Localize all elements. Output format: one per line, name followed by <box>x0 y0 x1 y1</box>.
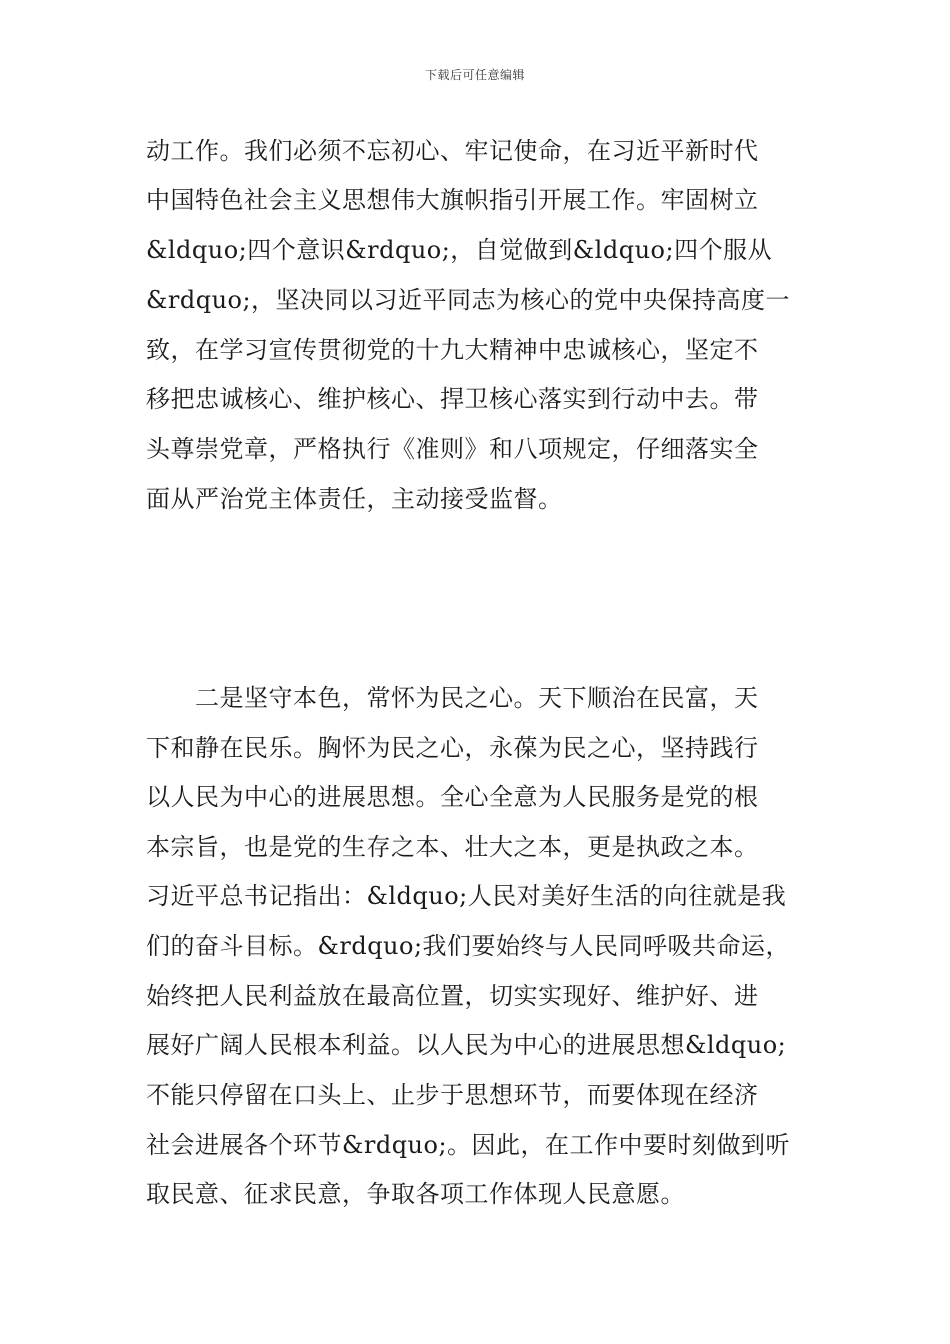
paragraph-2-line: 们的奋斗目标。&rdquo;我们要始终与人民同呼吸共命运， <box>146 932 791 960</box>
paragraph-1-line: 致，在学习宣传贯彻党的十九大精神中忠诚核心，坚定不 <box>146 336 759 364</box>
paragraph-1-line: 头尊崇党章，严格执行《准则》和八项规定，仔细落实全 <box>146 435 759 463</box>
paragraph-2-line: 社会进展各个环节&rdquo;。因此，在工作中要时刻做到听 <box>146 1131 791 1159</box>
paragraph-1-line: 面从严治党主体责任，主动接受监督。 <box>146 485 563 513</box>
paragraph-2-line: 下和静在民乐。胸怀为民之心，永葆为民之心，坚持践行 <box>146 734 759 762</box>
paragraph-2-line: 本宗旨，也是党的生存之本、壮大之本，更是执政之本。 <box>146 833 759 861</box>
paragraph-2-line: 以人民为中心的进展思想。全心全意为人民服务是党的根 <box>146 783 759 811</box>
paragraph-2-line: 取民意、征求民意，争取各项工作体现人民意愿。 <box>146 1180 685 1208</box>
paragraph-1-line: &ldquo;四个意识&rdquo;，自觉做到&ldquo;四个服从 <box>146 236 773 264</box>
paragraph-1-line: 移把忠诚核心、维护核心、捍卫核心落实到行动中去。带 <box>146 385 759 413</box>
paragraph-1-line: 中国特色社会主义思想伟大旗帜指引开展工作。牢固树立 <box>146 186 759 214</box>
paragraph-2-line: 始终把人民利益放在最高位置，切实实现好、维护好、进 <box>146 982 759 1010</box>
paragraph-1-line: 动工作。我们必须不忘初心、牢记使命，在习近平新时代 <box>146 137 759 165</box>
paragraph-1-line: &rdquo;，坚决同以习近平同志为核心的党中央保持高度一 <box>146 286 791 314</box>
page-header: 下载后可任意编辑 <box>424 68 525 82</box>
paragraph-2-line: 二是坚守本色，常怀为民之心。天下顺治在民富，天 <box>195 684 759 712</box>
paragraph-2-line: 展好广阔人民根本利益。以人民为中心的进展思想&ldquo; <box>146 1031 787 1059</box>
paragraph-2-line: 不能只停留在口头上、止步于思想环节，而要体现在经济 <box>146 1081 759 1109</box>
paragraph-2-line: 习近平总书记指出：&ldquo;人民对美好生活的向往就是我 <box>146 882 787 910</box>
